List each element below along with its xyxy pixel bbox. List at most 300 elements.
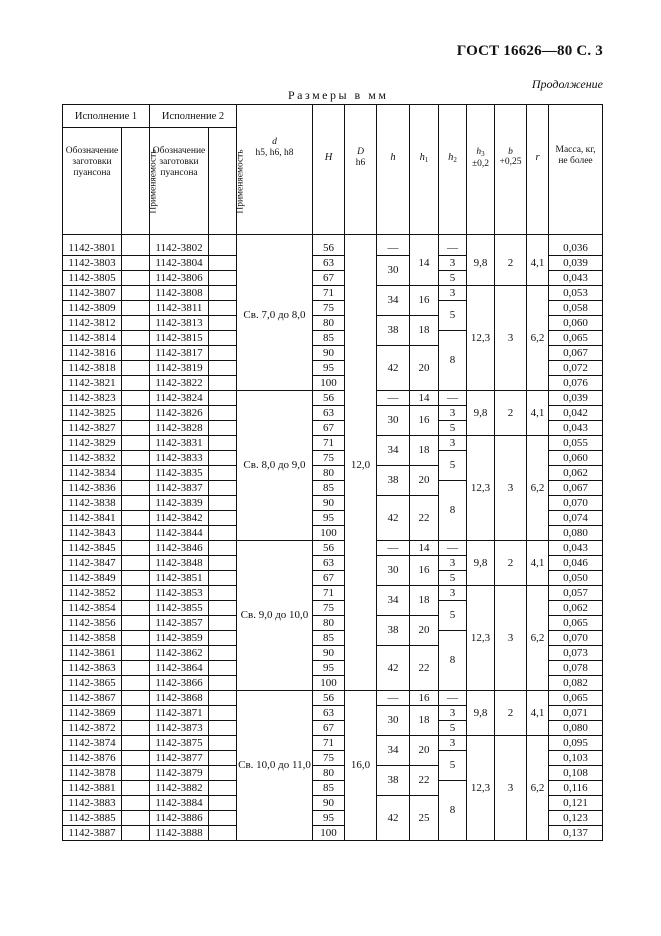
h1-value: 25 bbox=[410, 796, 439, 841]
h-value: 42 bbox=[377, 796, 410, 841]
exec1-designation: 1142-3832 bbox=[63, 451, 122, 466]
r-value: 6,2 bbox=[527, 736, 549, 841]
exec2-applicability bbox=[209, 616, 237, 631]
h-value: — bbox=[377, 691, 410, 706]
exec2-designation: 1142-3853 bbox=[150, 586, 209, 601]
b-value: 3 bbox=[495, 436, 527, 541]
exec1-designation: 1142-3845 bbox=[63, 541, 122, 556]
exec1-applicability bbox=[122, 481, 150, 496]
b-symbol: b bbox=[508, 147, 513, 157]
exec1-applicability-header bbox=[122, 128, 159, 235]
h3-value: 12,3 bbox=[467, 586, 495, 691]
exec2-applicability bbox=[209, 271, 237, 286]
exec2-applicability bbox=[209, 421, 237, 436]
h2-value: 3 bbox=[439, 586, 467, 601]
h2-value: 3 bbox=[439, 736, 467, 751]
exec1-designation: 1142-3821 bbox=[63, 376, 122, 391]
h1-value: 20 bbox=[410, 616, 439, 646]
exec1-applicability bbox=[122, 406, 150, 421]
h-value: — bbox=[377, 391, 410, 406]
mass-value: 0,043 bbox=[549, 541, 603, 556]
mass-value: 0,076 bbox=[549, 376, 603, 391]
exec2-designation: 1142-3835 bbox=[150, 466, 209, 481]
mass-value: 0,062 bbox=[549, 601, 603, 616]
h3-value: 9,8 bbox=[467, 541, 495, 586]
H-value: 85 bbox=[313, 481, 345, 496]
mass-value: 0,053 bbox=[549, 286, 603, 301]
D-header bbox=[345, 105, 377, 235]
H-value: 71 bbox=[313, 436, 345, 451]
H-value: 56 bbox=[313, 691, 345, 706]
h1-subscript: 1 bbox=[424, 156, 429, 164]
h-value: 30 bbox=[377, 706, 410, 736]
h-value: 34 bbox=[377, 736, 410, 766]
H-value: 71 bbox=[313, 286, 345, 301]
exec1-applicability bbox=[122, 556, 150, 571]
D-value: 12,0 bbox=[345, 241, 377, 691]
exec1-applicability bbox=[122, 526, 150, 541]
mass-value: 0,050 bbox=[549, 571, 603, 586]
exec2-applicability bbox=[209, 676, 237, 691]
h3-value: 9,8 bbox=[467, 691, 495, 736]
exec1-designation-header: Обозначение заготовки пуансона bbox=[63, 128, 122, 235]
h1-symbol: h bbox=[419, 152, 425, 163]
d-range: Св. 8,0 до 9,0 bbox=[237, 391, 313, 541]
H-value: 85 bbox=[313, 781, 345, 796]
exec1-applicability bbox=[122, 706, 150, 721]
h2-value: 3 bbox=[439, 286, 467, 301]
exec2-applicability bbox=[209, 691, 237, 706]
r-value: 4,1 bbox=[527, 241, 549, 286]
exec2-applicability bbox=[209, 496, 237, 511]
exec1-designation: 1142-3869 bbox=[63, 706, 122, 721]
H-value: 80 bbox=[313, 466, 345, 481]
r-value: 6,2 bbox=[527, 586, 549, 691]
exec1-applicability bbox=[122, 781, 150, 796]
exec1-designation: 1142-3874 bbox=[63, 736, 122, 751]
H-value: 75 bbox=[313, 751, 345, 766]
exec2-designation: 1142-3844 bbox=[150, 526, 209, 541]
exec2-applicability bbox=[209, 646, 237, 661]
exec2-designation: 1142-3868 bbox=[150, 691, 209, 706]
H-value: 100 bbox=[313, 526, 345, 541]
h3-value: 9,8 bbox=[467, 391, 495, 436]
exec2-designation: 1142-3846 bbox=[150, 541, 209, 556]
exec2-designation: 1142-3877 bbox=[150, 751, 209, 766]
H-value: 63 bbox=[313, 556, 345, 571]
exec1-applicability bbox=[122, 271, 150, 286]
exec1-applicability bbox=[122, 616, 150, 631]
exec1-applicability bbox=[122, 361, 150, 376]
exec2-designation: 1142-3839 bbox=[150, 496, 209, 511]
mass-value: 0,123 bbox=[549, 811, 603, 826]
d-range: Св. 9,0 до 10,0 bbox=[237, 541, 313, 691]
exec2-designation: 1142-3824 bbox=[150, 391, 209, 406]
h1-value: 16 bbox=[410, 691, 439, 706]
h1-value: 18 bbox=[410, 586, 439, 616]
h2-value: 5 bbox=[439, 451, 467, 481]
mass-value: 0,080 bbox=[549, 721, 603, 736]
mass-value: 0,121 bbox=[549, 796, 603, 811]
h2-value: 3 bbox=[439, 556, 467, 571]
exec2-applicability bbox=[209, 781, 237, 796]
exec1-applicability bbox=[122, 376, 150, 391]
H-value: 71 bbox=[313, 586, 345, 601]
exec2-designation: 1142-3884 bbox=[150, 796, 209, 811]
exec2-applicability bbox=[209, 766, 237, 781]
b-value: 2 bbox=[495, 541, 527, 586]
exec2-designation: 1142-3871 bbox=[150, 706, 209, 721]
table-row bbox=[63, 586, 603, 601]
exec2-designation: 1142-3831 bbox=[150, 436, 209, 451]
exec2-designation: 1142-3837 bbox=[150, 481, 209, 496]
H-value: 85 bbox=[313, 631, 345, 646]
h3-tolerance: ±0,2 bbox=[471, 159, 490, 169]
exec2-designation: 1142-3873 bbox=[150, 721, 209, 736]
h1-value: 22 bbox=[410, 496, 439, 541]
continuation-label: Продолжение bbox=[531, 77, 603, 91]
mass-value: 0,062 bbox=[549, 466, 603, 481]
h1-value: 18 bbox=[410, 316, 439, 346]
exec2-designation: 1142-3866 bbox=[150, 676, 209, 691]
exec1-applicability bbox=[122, 811, 150, 826]
h2-value: 3 bbox=[439, 706, 467, 721]
sizes-label: Размеры в мм bbox=[288, 88, 389, 102]
mass-value: 0,116 bbox=[549, 781, 603, 796]
h2-value: — bbox=[439, 541, 467, 556]
h2-value: 5 bbox=[439, 571, 467, 586]
r-value: 4,1 bbox=[527, 541, 549, 586]
d-range: Св. 10,0 до 11,0 bbox=[237, 691, 313, 841]
mass-value: 0,042 bbox=[549, 406, 603, 421]
exec1-applicability bbox=[122, 646, 150, 661]
H-value: 90 bbox=[313, 796, 345, 811]
mass-value: 0,060 bbox=[549, 316, 603, 331]
exec1-designation: 1142-3805 bbox=[63, 271, 122, 286]
H-value: 100 bbox=[313, 376, 345, 391]
h3-symbol: h bbox=[476, 147, 482, 157]
exec1-applicability bbox=[122, 511, 150, 526]
exec2-designation: 1142-3842 bbox=[150, 511, 209, 526]
exec1-designation: 1142-3823 bbox=[63, 391, 122, 406]
H-value: 80 bbox=[313, 616, 345, 631]
exec1-applicability bbox=[122, 766, 150, 781]
h2-value: 5 bbox=[439, 721, 467, 736]
exec2-applicability bbox=[209, 736, 237, 751]
H-value: 85 bbox=[313, 331, 345, 346]
r-symbol: r bbox=[535, 152, 540, 163]
h2-value: 8 bbox=[439, 481, 467, 541]
exec1-applicability bbox=[122, 661, 150, 676]
exec2-designation: 1142-3826 bbox=[150, 406, 209, 421]
exec1-applicability bbox=[122, 466, 150, 481]
exec1-designation: 1142-3856 bbox=[63, 616, 122, 631]
exec1-designation: 1142-3867 bbox=[63, 691, 122, 706]
mass-value: 0,039 bbox=[549, 391, 603, 406]
H-value: 67 bbox=[313, 271, 345, 286]
exec2-designation: 1142-3813 bbox=[150, 316, 209, 331]
mass-value: 0,065 bbox=[549, 616, 603, 631]
mass-value: 0,060 bbox=[549, 451, 603, 466]
exec1-applicability bbox=[122, 391, 150, 406]
exec2-designation: 1142-3862 bbox=[150, 646, 209, 661]
h2-value: 5 bbox=[439, 601, 467, 631]
document-header: ГОСТ 16626—80 С. 3 bbox=[456, 43, 603, 59]
exec2-designation: 1142-3811 bbox=[150, 301, 209, 316]
mass-value: 0,067 bbox=[549, 481, 603, 496]
exec1-applicability bbox=[122, 316, 150, 331]
exec1-applicability bbox=[122, 571, 150, 586]
mass-value: 0,137 bbox=[549, 826, 603, 841]
mass-value: 0,080 bbox=[549, 526, 603, 541]
h-value: 38 bbox=[377, 316, 410, 346]
exec1-designation: 1142-3858 bbox=[63, 631, 122, 646]
r-header bbox=[527, 105, 549, 235]
mass-value: 0,065 bbox=[549, 331, 603, 346]
exec2-designation: 1142-3864 bbox=[150, 661, 209, 676]
H-value: 90 bbox=[313, 346, 345, 361]
mass-value: 0,073 bbox=[549, 646, 603, 661]
exec1-designation: 1142-3834 bbox=[63, 466, 122, 481]
exec1-applicability bbox=[122, 241, 150, 256]
exec2-designation: 1142-3802 bbox=[150, 241, 209, 256]
mass-value: 0,082 bbox=[549, 676, 603, 691]
h2-value: 5 bbox=[439, 751, 467, 781]
exec1-applicability bbox=[122, 676, 150, 691]
exec2-applicability bbox=[209, 796, 237, 811]
mass-value: 0,043 bbox=[549, 421, 603, 436]
exec2-designation: 1142-3882 bbox=[150, 781, 209, 796]
h-value: 30 bbox=[377, 406, 410, 436]
exec1-designation: 1142-3863 bbox=[63, 661, 122, 676]
exec2-applicability bbox=[209, 631, 237, 646]
H-value: 63 bbox=[313, 706, 345, 721]
exec1-applicability bbox=[122, 721, 150, 736]
H-value: 56 bbox=[313, 541, 345, 556]
exec2-designation: 1142-3857 bbox=[150, 616, 209, 631]
h1-value: 16 bbox=[410, 406, 439, 436]
mass-value: 0,078 bbox=[549, 661, 603, 676]
h-value: 38 bbox=[377, 766, 410, 796]
b-value: 3 bbox=[495, 736, 527, 841]
H-value: 67 bbox=[313, 571, 345, 586]
H-value: 71 bbox=[313, 736, 345, 751]
exec1-designation: 1142-3883 bbox=[63, 796, 122, 811]
exec2-header: Исполнение 2 bbox=[150, 105, 237, 128]
mass-value: 0,057 bbox=[549, 586, 603, 601]
h3-value: 12,3 bbox=[467, 436, 495, 541]
r-value: 4,1 bbox=[527, 391, 549, 436]
h2-value: — bbox=[439, 391, 467, 406]
mass-value: 0,070 bbox=[549, 496, 603, 511]
h2-value: — bbox=[439, 241, 467, 256]
table-row bbox=[63, 286, 603, 301]
exec1-applicability bbox=[122, 601, 150, 616]
exec1-designation: 1142-3876 bbox=[63, 751, 122, 766]
h1-value: 20 bbox=[410, 736, 439, 766]
d-range: Св. 7,0 до 8,0 bbox=[237, 241, 313, 391]
H-value: 100 bbox=[313, 676, 345, 691]
d-header bbox=[237, 105, 313, 235]
r-value: 4,1 bbox=[527, 691, 549, 736]
H-value: 95 bbox=[313, 661, 345, 676]
exec2-designation: 1142-3808 bbox=[150, 286, 209, 301]
mass-value: 0,108 bbox=[549, 766, 603, 781]
mass-value: 0,058 bbox=[549, 301, 603, 316]
d-tolerance: h5, h6, h8 bbox=[255, 148, 294, 158]
exec1-applicability bbox=[122, 541, 150, 556]
H-symbol: H bbox=[324, 152, 333, 163]
exec2-applicability bbox=[209, 571, 237, 586]
b-value: 3 bbox=[495, 286, 527, 391]
exec2-applicability bbox=[209, 661, 237, 676]
exec2-applicability bbox=[209, 361, 237, 376]
exec1-designation: 1142-3861 bbox=[63, 646, 122, 661]
exec1-applicability-text: Применяемость bbox=[148, 148, 159, 214]
h1-value: 16 bbox=[410, 286, 439, 316]
r-value: 6,2 bbox=[527, 436, 549, 541]
exec1-applicability bbox=[122, 346, 150, 361]
exec1-designation: 1142-3843 bbox=[63, 526, 122, 541]
mass-value: 0,039 bbox=[549, 256, 603, 271]
H-value: 75 bbox=[313, 301, 345, 316]
exec1-applicability bbox=[122, 586, 150, 601]
h-value: 42 bbox=[377, 646, 410, 691]
h2-symbol: h bbox=[448, 152, 454, 163]
exec2-designation: 1142-3875 bbox=[150, 736, 209, 751]
h2-value: — bbox=[439, 691, 467, 706]
exec1-applicability bbox=[122, 751, 150, 766]
exec2-applicability bbox=[209, 301, 237, 316]
H-value: 95 bbox=[313, 511, 345, 526]
exec1-designation: 1142-3847 bbox=[63, 556, 122, 571]
h2-header bbox=[439, 105, 467, 235]
H-value: 100 bbox=[313, 826, 345, 841]
exec2-designation: 1142-3886 bbox=[150, 811, 209, 826]
H-value: 56 bbox=[313, 391, 345, 406]
exec2-applicability bbox=[209, 451, 237, 466]
H-value: 75 bbox=[313, 451, 345, 466]
H-value: 63 bbox=[313, 406, 345, 421]
mass-value: 0,055 bbox=[549, 436, 603, 451]
mass-value: 0,072 bbox=[549, 361, 603, 376]
H-value: 67 bbox=[313, 721, 345, 736]
H-value: 80 bbox=[313, 766, 345, 781]
exec2-designation: 1142-3888 bbox=[150, 826, 209, 841]
exec1-designation: 1142-3887 bbox=[63, 826, 122, 841]
exec1-designation: 1142-3816 bbox=[63, 346, 122, 361]
exec2-designation: 1142-3833 bbox=[150, 451, 209, 466]
exec2-applicability bbox=[209, 406, 237, 421]
h-value: — bbox=[377, 541, 410, 556]
table-row bbox=[63, 436, 603, 451]
exec1-designation: 1142-3885 bbox=[63, 811, 122, 826]
H-value: 56 bbox=[313, 241, 345, 256]
h-value: 38 bbox=[377, 466, 410, 496]
h3-header bbox=[467, 105, 495, 235]
h-symbol: h bbox=[390, 152, 396, 163]
exec1-designation: 1142-3829 bbox=[63, 436, 122, 451]
h-value: 30 bbox=[377, 556, 410, 586]
table-row bbox=[63, 241, 603, 256]
h2-value: 8 bbox=[439, 631, 467, 691]
h3-value: 12,3 bbox=[467, 286, 495, 391]
d-symbol: d bbox=[272, 137, 277, 147]
H-value: 95 bbox=[313, 361, 345, 376]
exec1-applicability bbox=[122, 301, 150, 316]
exec2-designation: 1142-3817 bbox=[150, 346, 209, 361]
H-header bbox=[313, 105, 345, 235]
H-value: 67 bbox=[313, 421, 345, 436]
exec1-designation: 1142-3818 bbox=[63, 361, 122, 376]
exec2-applicability bbox=[209, 556, 237, 571]
exec1-applicability bbox=[122, 691, 150, 706]
h1-value: 22 bbox=[410, 646, 439, 691]
exec1-applicability bbox=[122, 436, 150, 451]
h1-value: 14 bbox=[410, 541, 439, 556]
exec2-applicability bbox=[209, 286, 237, 301]
h-value: 42 bbox=[377, 346, 410, 391]
h-value: 34 bbox=[377, 286, 410, 316]
exec1-designation: 1142-3841 bbox=[63, 511, 122, 526]
mass-value: 0,036 bbox=[549, 241, 603, 256]
H-value: 63 bbox=[313, 256, 345, 271]
mass-value: 0,095 bbox=[549, 736, 603, 751]
exec2-designation: 1142-3879 bbox=[150, 766, 209, 781]
exec2-designation: 1142-3815 bbox=[150, 331, 209, 346]
exec2-applicability bbox=[209, 601, 237, 616]
dimensions-table bbox=[62, 104, 603, 841]
h1-value: 20 bbox=[410, 466, 439, 496]
exec1-applicability bbox=[122, 331, 150, 346]
table-row bbox=[63, 691, 603, 706]
exec2-applicability bbox=[209, 391, 237, 406]
exec1-header: Исполнение 1 bbox=[63, 105, 150, 128]
exec2-applicability bbox=[209, 721, 237, 736]
exec1-designation: 1142-3849 bbox=[63, 571, 122, 586]
mass-value: 0,103 bbox=[549, 751, 603, 766]
exec2-applicability bbox=[209, 511, 237, 526]
exec1-applicability bbox=[122, 796, 150, 811]
H-value: 90 bbox=[313, 646, 345, 661]
h-value: 30 bbox=[377, 256, 410, 286]
h1-value: 14 bbox=[410, 241, 439, 286]
exec2-designation: 1142-3822 bbox=[150, 376, 209, 391]
exec1-designation: 1142-3807 bbox=[63, 286, 122, 301]
h3-value: 9,8 bbox=[467, 241, 495, 286]
table-row bbox=[63, 541, 603, 556]
table-row bbox=[63, 391, 603, 406]
exec2-applicability-text: Применяемость bbox=[235, 148, 246, 214]
exec1-designation: 1142-3852 bbox=[63, 586, 122, 601]
exec2-applicability bbox=[209, 241, 237, 256]
exec2-applicability bbox=[209, 466, 237, 481]
h-value: — bbox=[377, 241, 410, 256]
exec1-applicability bbox=[122, 286, 150, 301]
H-value: 95 bbox=[313, 811, 345, 826]
h3-value: 12,3 bbox=[467, 736, 495, 841]
exec1-designation: 1142-3872 bbox=[63, 721, 122, 736]
exec2-applicability bbox=[209, 481, 237, 496]
h-value: 34 bbox=[377, 586, 410, 616]
exec2-applicability-header bbox=[209, 128, 246, 235]
exec2-designation: 1142-3819 bbox=[150, 361, 209, 376]
h1-value: 18 bbox=[410, 706, 439, 736]
exec2-designation-header: Обозначение заготовки пуансона bbox=[150, 128, 209, 235]
exec2-applicability bbox=[209, 706, 237, 721]
exec2-designation: 1142-3848 bbox=[150, 556, 209, 571]
h-value: 34 bbox=[377, 436, 410, 466]
